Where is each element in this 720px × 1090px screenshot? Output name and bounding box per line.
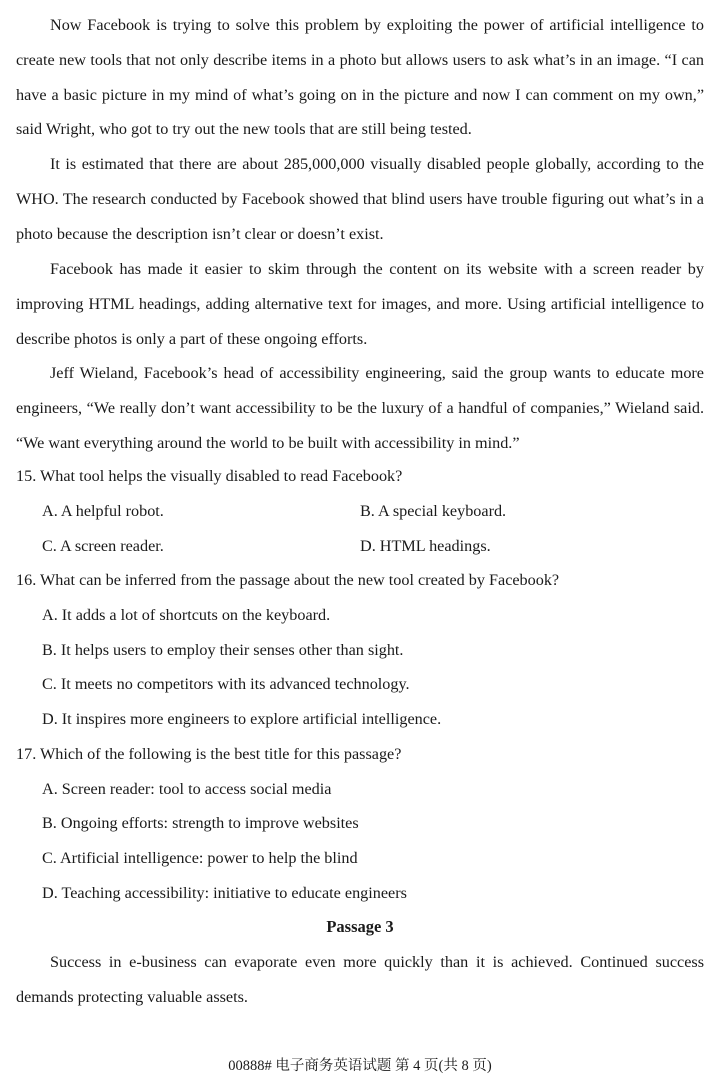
passage-paragraph-3: Facebook has made it easier to skim through the content on its website with a screen reader by improving HTML headings, adding alternative text for images, and more. Using artificial intelligence to describe photos is only a part of these ongoing efforts. (16, 260, 704, 348)
question-17-option-d: D. Teaching accessibility: initiative to educate engineers (42, 884, 407, 902)
question-15-option-b: B. A special keyboard. (360, 502, 507, 520)
question-17-option-a: A. Screen reader: tool to access social media (42, 780, 332, 798)
question-15-stem: 15. What tool helps the visually disabled to read Facebook? (16, 467, 403, 485)
question-16-option-c: C. It meets no competitors with its advanced technology. (42, 675, 410, 693)
passage-paragraph-2: It is estimated that there are about 285,000,000 visually disabled people globally, according to the WHO. The research conducted by Facebook showed that blind users have trouble figuring out what’s in a photo because the description isn’t clear or doesn’t exist. (16, 155, 704, 243)
question-15-option-d: D. HTML headings. (360, 537, 491, 555)
passage-paragraph-1: Now Facebook is trying to solve this problem by exploiting the power of artificial intelligence to create new tools that not only describe items in a photo but allows users to ask what’s in an image. “I can have a basic picture in my mind of what’s going on in the picture and now I can comment on my own,” said Wright, who got to try out the new tools that are still being tested. (16, 16, 704, 139)
question-16-option-b: B. It helps users to employ their senses other than sight. (42, 641, 404, 659)
question-15-option-c: C. A screen reader. (42, 537, 164, 555)
question-15-option-a: A. A helpful robot. (42, 502, 164, 520)
question-17-option-b: B. Ongoing efforts: strength to improve websites (42, 814, 359, 832)
question-16-option-d: D. It inspires more engineers to explore artificial intelligence. (42, 710, 442, 728)
question-16-option-a: A. It adds a lot of shortcuts on the keyboard. (42, 606, 331, 624)
passage-3-heading: Passage 3 (326, 917, 394, 936)
page-footer: 00888# 电子商务英语试题 第 4 页(共 8 页) (228, 1058, 492, 1074)
question-17-option-c: C. Artificial intelligence: power to help the blind (42, 849, 358, 867)
question-17-stem: 17. Which of the following is the best title for this passage? (16, 745, 402, 763)
question-16-stem: 16. What can be inferred from the passage about the new tool created by Facebook? (16, 571, 560, 589)
passage-3-paragraph: Success in e-business can evaporate even more quickly than it is achieved. Continued success demands protecting valuable assets. (16, 953, 704, 1006)
passage-paragraph-4: Jeff Wieland, Facebook’s head of accessibility engineering, said the group wants to educate more engineers, “We really don’t want accessibility to be the luxury of a handful of companies,” Wieland said. “We want everything around the world to be built with accessibility in mind.” (16, 364, 704, 452)
